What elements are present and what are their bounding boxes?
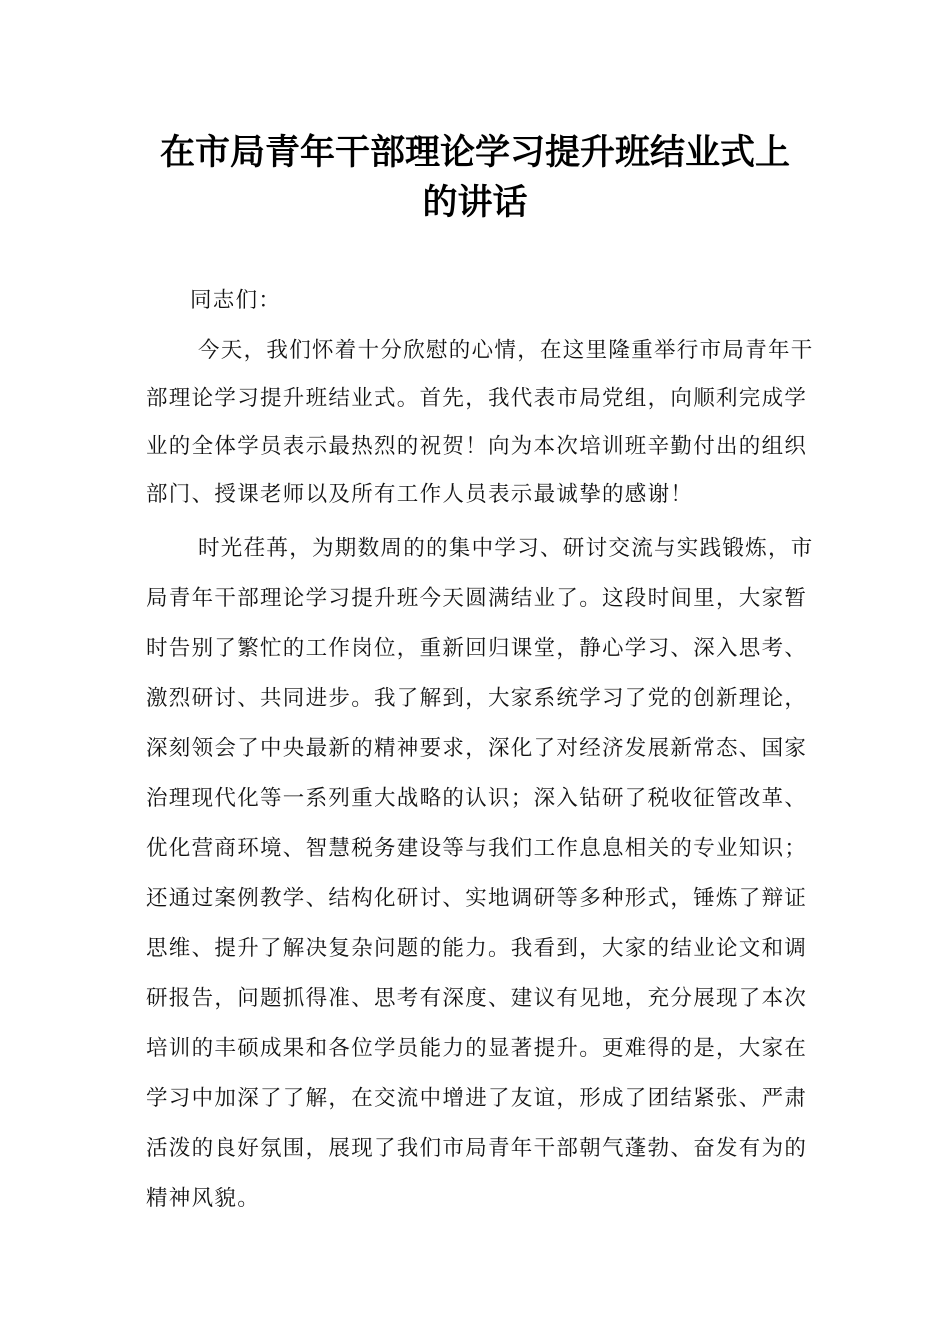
paragraph-2-line: 研报告，问题抓得准、思考有深度、建议有见地，充分展现了本次 bbox=[146, 986, 808, 1011]
paragraph-2-line: 治理现代化等一系列重大战略的认识；深入钻研了税收征管改革、 bbox=[146, 786, 808, 811]
paragraph-2-line: 思维、提升了解决复杂问题的能力。我看到，大家的结业论文和调 bbox=[146, 936, 808, 961]
paragraph-2-line: 还通过案例教学、结构化研讨、实地调研等多种形式，锤炼了辩证 bbox=[146, 886, 808, 911]
paragraph-2-line: 学习中加深了了解，在交流中增进了友谊，形成了团结紧张、严肃 bbox=[146, 1086, 808, 1111]
paragraph-2-line: 精神风貌。 bbox=[146, 1186, 261, 1211]
paragraph-2-line: 局青年干部理论学习提升班今天圆满结业了。这段时间里，大家暂 bbox=[146, 586, 808, 611]
paragraph-1-line: 部门、授课老师以及所有工作人员表示最诚挚的感谢！ bbox=[146, 482, 694, 507]
paragraph-1-line: 部理论学习提升班结业式。首先，我代表市局党组，向顺利完成学 bbox=[146, 386, 808, 411]
paragraph-2-line: 培训的丰硕成果和各位学员能力的显著提升。更难得的是，大家在 bbox=[146, 1036, 808, 1061]
paragraph-2-line: 激烈研讨、共同进步。我了解到，大家系统学习了党的创新理论， bbox=[146, 686, 808, 711]
salutation: 同志们： bbox=[190, 288, 282, 313]
document-title-line-2: 的讲话 bbox=[422, 183, 528, 223]
paragraph-1-line: 今天，我们怀着十分欣慰的心情，在这里隆重举行市局青年干 bbox=[198, 338, 814, 363]
paragraph-2-line: 活泼的良好氛围，展现了我们市局青年干部朝气蓬勃、奋发有为的 bbox=[146, 1136, 808, 1161]
paragraph-2-line: 深刻领会了中央最新的精神要求，深化了对经济发展新常态、国家 bbox=[146, 736, 808, 761]
paragraph-2-line: 时告别了繁忙的工作岗位，重新回归课堂，静心学习、深入思考、 bbox=[146, 636, 808, 661]
document-title-line-1: 在市局青年干部理论学习提升班结业式上 bbox=[159, 133, 790, 173]
paragraph-2-line: 时光荏苒，为期数周的的集中学习、研讨交流与实践锻炼，市 bbox=[198, 536, 814, 561]
paragraph-2-line: 优化营商环境、智慧税务建设等与我们工作息息相关的专业知识； bbox=[146, 836, 808, 861]
paragraph-1-line: 业的全体学员表示最热烈的祝贺！向为本次培训班辛勤付出的组织 bbox=[146, 434, 808, 459]
